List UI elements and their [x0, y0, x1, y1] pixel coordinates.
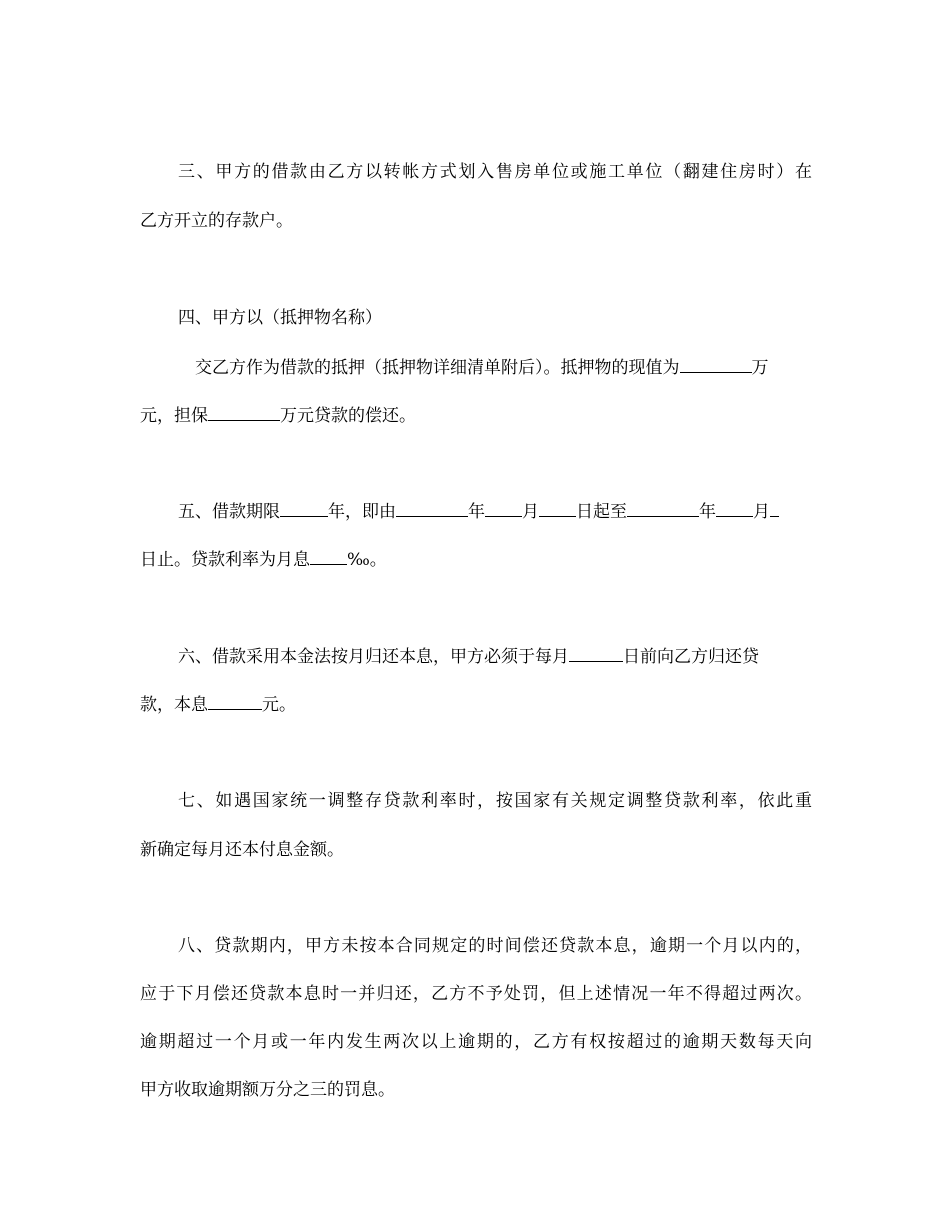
monthly-interest-rate-blank[interactable]: [310, 548, 347, 565]
clause-6-line-1: [178, 645, 812, 668]
loan-term-years-blank[interactable]: [280, 500, 328, 517]
clause-4-line-3-text-a: 元，担保: [140, 406, 208, 426]
clause-4-line-2-text-a: 交乙方作为借款的抵押（抵押物详细清单附后）。抵押物的现值为: [195, 358, 680, 378]
clause-4-line-2-text-b: 万: [751, 358, 769, 378]
principal-interest-blank[interactable]: [208, 693, 262, 710]
clause-5-text-e: 日起至: [576, 502, 627, 522]
clause-3-line-2: 乙方开立的存款户。: [140, 211, 293, 231]
clause-5-text-b: 年，即由: [328, 502, 396, 522]
repayment-day-blank[interactable]: [569, 645, 623, 662]
clause-8-line-1: 八、贷款期内，甲方未按本合同规定的时间偿还贷款本息，逾期一个月以内的，: [178, 936, 812, 956]
clause-6-line-2-text-a: 款，本息: [140, 695, 208, 715]
clause-5-text-d: 月: [522, 502, 539, 522]
clause-8-line-3: 逾期超过一个月或一年内发生两次以上逾期的，乙方有权按超过的逾期天数每天向: [140, 1032, 812, 1052]
clause-5-text-f: 年: [699, 502, 716, 522]
clause-8-line-2: 应于下月偿还贷款本息时一并归还，乙方不予处罚，但上述情况一年不得超过两次。: [140, 984, 812, 1004]
clause-5-text-g: 月: [753, 502, 770, 522]
clause-7-line-1: 七、如遇国家统一调整存贷款利率时，按国家有关规定调整贷款利率，依此重: [178, 791, 812, 811]
start-day-blank[interactable]: [539, 500, 576, 517]
clause-5-line-2-text-a: 日止。贷款利率为月息: [140, 550, 310, 570]
clause-6-text-a: 六、借款采用本金法按月归还本息，甲方必须于每月: [178, 647, 569, 667]
clause-4-line-2: [195, 356, 812, 379]
end-day-blank[interactable]: [770, 500, 779, 517]
clause-6-line-2: [140, 693, 812, 716]
end-year-blank[interactable]: [627, 500, 699, 517]
clause-4-line-3: [140, 404, 812, 427]
end-month-blank[interactable]: [716, 500, 753, 517]
clause-5-line-1: [178, 500, 812, 523]
clause-5-line-2-text-b: ‰。: [347, 550, 387, 570]
start-year-blank[interactable]: [396, 500, 468, 517]
clause-4-line-1: 四、甲方以（抵押物名称）: [178, 308, 382, 328]
clause-5-text-a: 五、借款期限: [178, 502, 280, 522]
clause-6-text-b: 日前向乙方归还贷: [623, 647, 759, 667]
clause-7-line-2: 新确定每月还本付息金额。: [140, 840, 344, 860]
clause-5-line-2: [140, 548, 812, 571]
clause-5-text-c: 年: [468, 502, 485, 522]
start-month-blank[interactable]: [485, 500, 522, 517]
guaranteed-amount-blank[interactable]: [208, 404, 280, 421]
clause-8-line-4: 甲方收取逾期额万分之三的罚息。: [140, 1080, 395, 1100]
clause-6-line-2-text-b: 元。: [262, 695, 296, 715]
clause-4-line-3-text-b: 万元贷款的偿还。: [280, 406, 416, 426]
clause-3-line-1: 三、甲方的借款由乙方以转帐方式划入售房单位或施工单位（翻建住房时）在: [178, 162, 812, 182]
collateral-value-blank[interactable]: [680, 356, 752, 373]
